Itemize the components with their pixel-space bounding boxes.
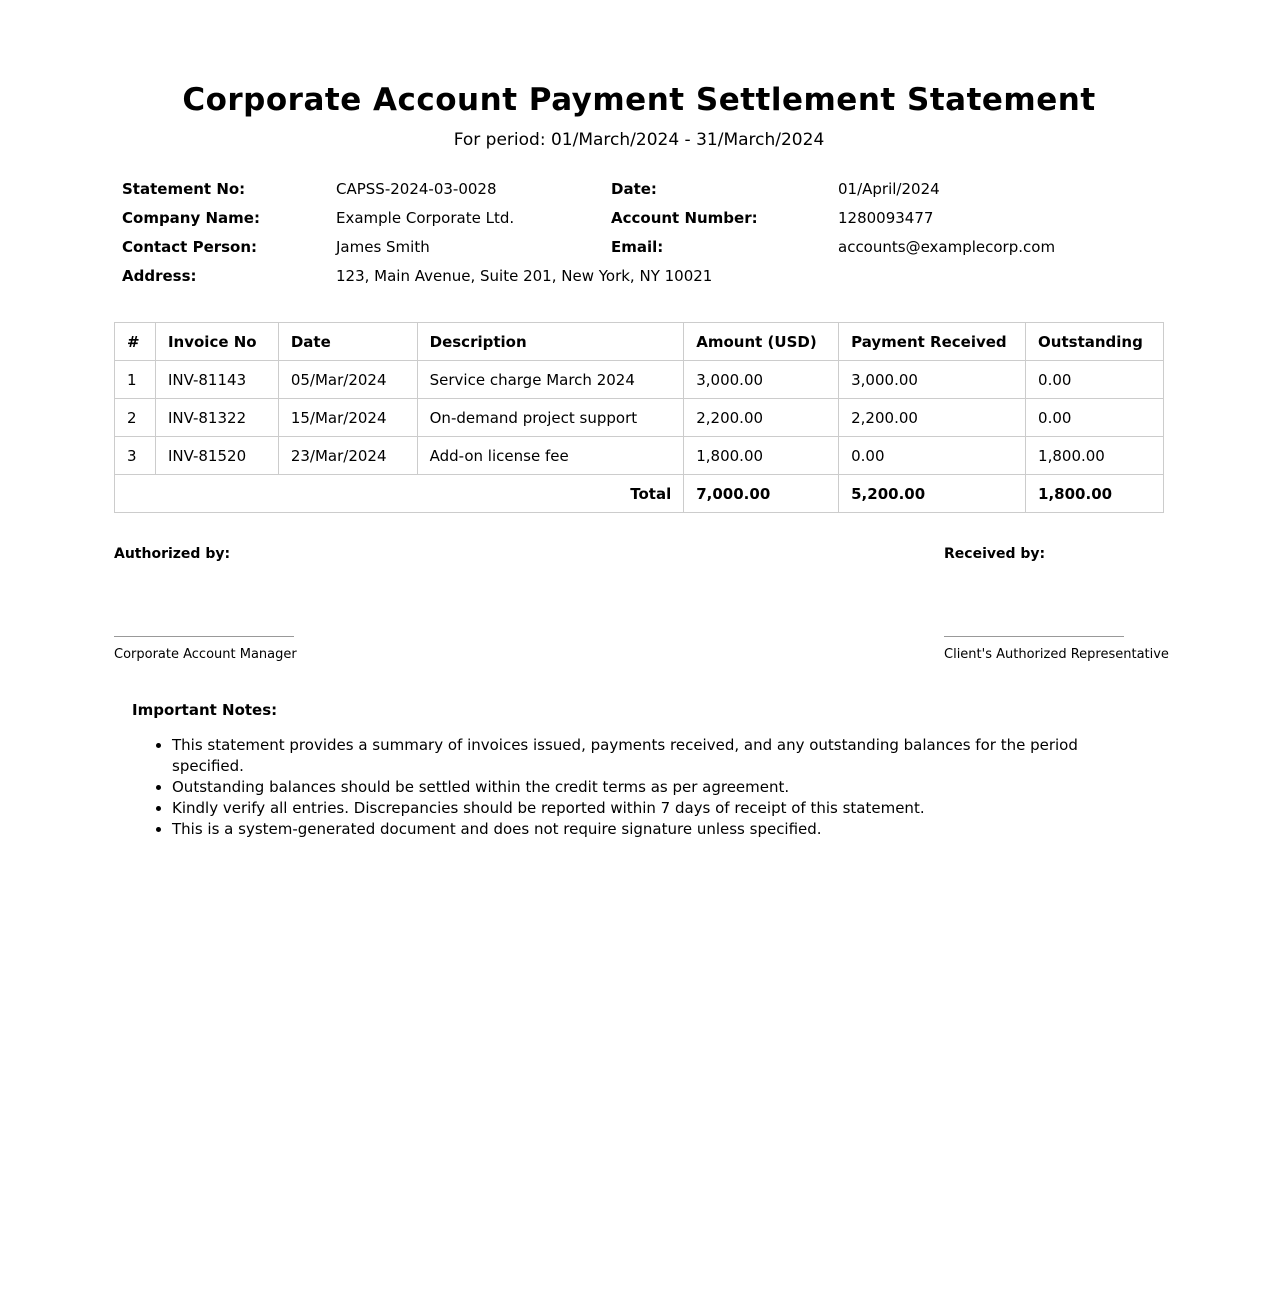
invoice-description: On-demand project support — [417, 399, 684, 437]
contact-label: Contact Person: — [122, 238, 258, 256]
important-notes — [132, 699, 1152, 840]
table-row — [115, 437, 1164, 475]
total-label: Total — [115, 475, 684, 513]
invoice-table — [114, 322, 1164, 513]
list-item: • This is a system-generated document and does not require signature unless specified. — [172, 819, 1152, 840]
email-label: Email: — [611, 238, 664, 256]
received-role: Client's Authorized Representative — [944, 647, 1169, 662]
list-item: • Outstanding balances should be settled within the credit terms as per agreement. — [172, 777, 1152, 798]
invoice-date: 23/Mar/2024 — [278, 437, 417, 475]
account-value: 1280093477 — [838, 209, 934, 227]
received-signature-line — [944, 636, 1124, 637]
col-header-description: Description — [417, 323, 684, 361]
col-header-date: Date — [278, 323, 417, 361]
statement-no-value: CAPSS-2024-03-0028 — [336, 180, 497, 198]
received-signature-block — [944, 546, 1169, 662]
row-number: 3 — [115, 437, 156, 475]
list-item: • Kindly verify all entries. Discrepancies should be reported within 7 days of receipt of this statement. — [172, 798, 1152, 819]
info-row-contact — [122, 234, 1164, 263]
row-number: 1 — [115, 361, 156, 399]
invoice-outstanding: 0.00 — [1026, 361, 1164, 399]
invoice-outstanding: 1,800.00 — [1026, 437, 1164, 475]
table-header-row — [115, 323, 1164, 361]
col-header-number: # — [115, 323, 156, 361]
email-value: accounts@examplecorp.com — [838, 238, 1056, 256]
table-row — [115, 399, 1164, 437]
company-value: Example Corporate Ltd. — [336, 209, 515, 227]
date-label: Date: — [611, 180, 657, 198]
table-row — [115, 361, 1164, 399]
notes-list — [132, 735, 1152, 840]
info-row-address — [122, 263, 1164, 292]
invoice-no: INV-81322 — [155, 399, 278, 437]
address-label: Address: — [122, 267, 197, 285]
invoice-description: Service charge March 2024 — [417, 361, 684, 399]
col-header-outstanding: Outstanding — [1026, 323, 1164, 361]
address-value: 123, Main Avenue, Suite 201, New York, NY 10021 — [336, 267, 713, 285]
account-label: Account Number: — [611, 209, 758, 227]
received-by-label: Received by: — [944, 546, 1046, 562]
authorized-by-label: Authorized by: — [114, 546, 231, 562]
invoice-date: 15/Mar/2024 — [278, 399, 417, 437]
invoice-date: 05/Mar/2024 — [278, 361, 417, 399]
statement-period: For period: 01/March/2024 - 31/March/2024 — [453, 130, 825, 150]
invoice-amount: 2,200.00 — [684, 399, 839, 437]
invoice-amount: 1,800.00 — [684, 437, 839, 475]
total-received: 5,200.00 — [839, 475, 1026, 513]
invoice-amount: 3,000.00 — [684, 361, 839, 399]
col-header-amount: Amount (USD) — [684, 323, 839, 361]
col-header-payment-received: Payment Received — [839, 323, 1026, 361]
company-label: Company Name: — [122, 209, 260, 227]
invoice-payment-received: 2,200.00 — [839, 399, 1026, 437]
total-row — [115, 475, 1164, 513]
list-item: • This statement provides a summary of invoices issued, payments received, and any outstanding balances for the period specified. — [172, 735, 1152, 777]
invoice-no: INV-81520 — [155, 437, 278, 475]
contact-value: James Smith — [336, 238, 430, 256]
total-amount: 7,000.00 — [684, 475, 839, 513]
notes-title: Important Notes: — [132, 701, 278, 719]
invoice-payment-received: 0.00 — [839, 437, 1026, 475]
info-row-company — [122, 205, 1164, 234]
date-value: 01/April/2024 — [838, 180, 940, 198]
page-title: Corporate Account Payment Settlement Statement — [182, 82, 1096, 118]
col-header-invoice-no: Invoice No — [155, 323, 278, 361]
authorized-signature-line — [114, 636, 294, 637]
invoice-description: Add-on license fee — [417, 437, 684, 475]
invoice-no: INV-81143 — [155, 361, 278, 399]
info-row-statement — [122, 176, 1164, 205]
row-number: 2 — [115, 399, 156, 437]
total-outstanding: 1,800.00 — [1026, 475, 1164, 513]
statement-no-label: Statement No: — [122, 180, 246, 198]
invoice-outstanding: 0.00 — [1026, 399, 1164, 437]
authorized-signature-block — [114, 546, 297, 662]
account-info — [122, 176, 1164, 292]
invoice-payment-received: 3,000.00 — [839, 361, 1026, 399]
authorized-role: Corporate Account Manager — [114, 647, 297, 662]
